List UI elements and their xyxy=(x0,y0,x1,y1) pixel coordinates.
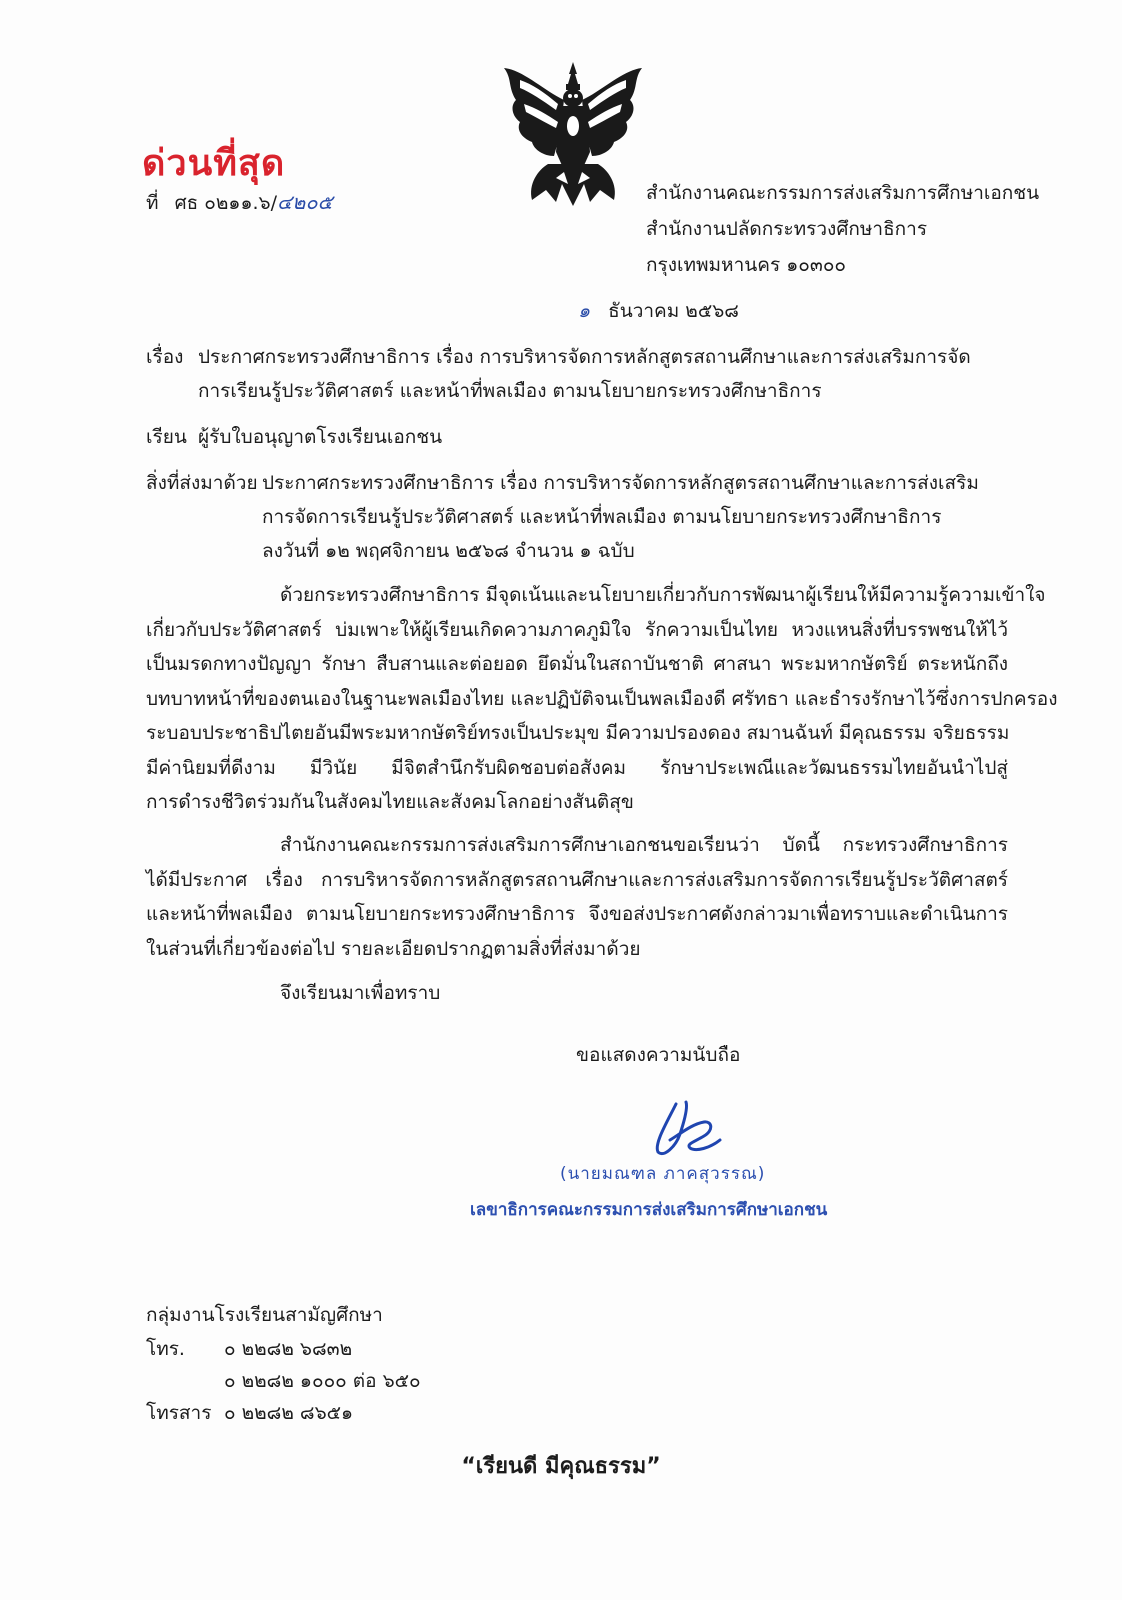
paragraph-line: ในส่วนที่เกี่ยวข้องต่อไป รายละเอียดปรากฏตามสิ่งที่ส่งมาด้วย xyxy=(146,937,641,960)
paragraph-line: บทบาทหน้าที่ของตนเองในฐานะพลเมืองไทย และปฏิบัติจนเป็นพลเมืองดี ศรัทธา และธำรงรักษาไว้ซึ่งการปกครอง xyxy=(146,687,1058,710)
paragraph-line: มีค่านิยมที่ดีงาม มีวินัย มีจิตสำนึกรับผิดชอบต่อสังคม รักษาประเพณีและวัฒนธรรมไทยอันนำไปสู่ xyxy=(146,756,1008,779)
ref-number-handwritten: ๔๒๐๕ xyxy=(277,190,333,214)
enclosure-line-2: การจัดการเรียนรู้ประวัติศาสตร์ และหน้าที่พลเมือง ตามนโยบายกระทรวงศึกษาธิการ xyxy=(262,506,942,528)
fax-number: ๐ ๒๒๘๒ ๘๖๕๑ xyxy=(224,1402,354,1424)
phone-number-1: ๐ ๒๒๘๒ ๖๘๓๒ xyxy=(224,1338,353,1360)
sender-line-3: กรุงเทพมหานคร ๑๐๓๐๐ xyxy=(646,254,847,276)
paragraph-line: เป็นมรดกทางปัญญา รักษา สืบสานและต่อยอด ยึดมั่นในสถาบันชาติ ศาสนา พระมหากษัตริย์ ตระหนักถึง xyxy=(146,653,1008,675)
phone-number-2: ๐ ๒๒๘๒ ๑๐๐๐ ต่อ ๖๕๐ xyxy=(224,1370,421,1392)
paragraph-line: เกี่ยวกับประวัติศาสตร์ บ่มเพาะให้ผู้เรียนเกิดความภาคภูมิใจ รักความเป็นไทย หวงแหนสิ่งที่บรรพชนให้ไว้ xyxy=(146,618,1008,641)
paragraph-line: และหน้าที่พลเมือง ตามนโยบายกระทรวงศึกษาธิการ จึงขอส่งประกาศดังกล่าวมาเพื่อทราบและดำเนินการ xyxy=(146,903,1008,925)
subject-line-1: ประกาศกระทรวงศึกษาธิการ เรื่อง การบริหารจัดการหลักสูตรสถานศึกษาและการส่งเสริมการจัด xyxy=(198,346,971,368)
motto: “เรียนดี มีคุณธรรม” xyxy=(461,1454,661,1479)
date-text: ธันวาคม ๒๕๖๘ xyxy=(608,300,739,322)
ref-label: ที่ xyxy=(146,192,159,214)
handwritten-signature-icon xyxy=(646,1094,726,1160)
paragraph-line: ด้วยกระทรวงศึกษาธิการ มีจุดเน้นและนโยบายเกี่ยวกับการพัฒนาผู้เรียนให้มีความรู้ความเข้าใจ xyxy=(280,584,1046,606)
closing-regards: ขอแสดงความนับถือ xyxy=(576,1044,741,1066)
letter-date xyxy=(578,296,739,326)
phone-label: โทร. xyxy=(146,1338,185,1360)
body-paragraph-2 xyxy=(146,828,1008,966)
to-text: ผู้รับใบอนุญาตโรงเรียนเอกชน xyxy=(198,426,443,448)
paragraph-line: ระบอบประชาธิปไตยอันมีพระมหากษัตริย์ทรงเป็นประมุข มีความปรองดอง สมานฉันท์ มีคุณธรรม จริยธรรม xyxy=(146,722,1010,744)
department-name: กลุ่มงานโรงเรียนสามัญศึกษา xyxy=(146,1304,383,1326)
garuda-emblem-icon xyxy=(498,60,648,210)
signer-name: (นายมณฑล ภาคสุวรรณ) xyxy=(560,1164,766,1184)
sender-line-2: สำนักงานปลัดกระทรวงศึกษาธิการ xyxy=(646,218,928,240)
enclosure-line-3: ลงวันที่ ๑๒ พฤศจิกายน ๒๕๖๘ จำนวน ๑ ฉบับ xyxy=(262,540,635,562)
paragraph-line: ได้มีประกาศ เรื่อง การบริหารจัดการหลักสูตรสถานศึกษาและการส่งเสริมการจัดการเรียนรู้ประวัติศาสตร์ xyxy=(146,868,1008,891)
closing-request: จึงเรียนมาเพื่อทราบ xyxy=(280,982,441,1004)
reference-number xyxy=(146,186,333,218)
paragraph-line: การดำรงชีวิตร่วมกันในสังคมไทยและสังคมโลกอย่างสันติสุข xyxy=(146,791,634,813)
subject-label: เรื่อง xyxy=(146,346,184,368)
urgency-label: ด่วนที่สุด xyxy=(142,143,286,184)
fax-label: โทรสาร xyxy=(146,1402,212,1424)
paragraph-line: สำนักงานคณะกรรมการส่งเสริมการศึกษาเอกชนขอเรียนว่า บัดนี้ กระทรวงศึกษาธิการ xyxy=(280,834,1008,856)
ref-number-printed: ศธ ๐๒๑๑.๖/ xyxy=(174,192,278,214)
signer-title: เลขาธิการคณะกรรมการส่งเสริมการศึกษาเอกชน xyxy=(470,1200,828,1220)
sender-line-1: สำนักงานคณะกรรมการส่งเสริมการศึกษาเอกชน xyxy=(646,182,1040,204)
body-paragraph-1 xyxy=(146,578,1058,820)
subject-line-2: การเรียนรู้ประวัติศาสตร์ และหน้าที่พลเมือง ตามนโยบายกระทรวงศึกษาธิการ xyxy=(198,380,822,402)
to-label: เรียน xyxy=(146,426,187,448)
date-day-handwritten: ๑ xyxy=(578,300,591,322)
enclosure-line-1: ประกาศกระทรวงศึกษาธิการ เรื่อง การบริหารจัดการหลักสูตรสถานศึกษาและการส่งเสริม xyxy=(262,472,979,494)
enclosure-label: สิ่งที่ส่งมาด้วย xyxy=(146,472,258,494)
